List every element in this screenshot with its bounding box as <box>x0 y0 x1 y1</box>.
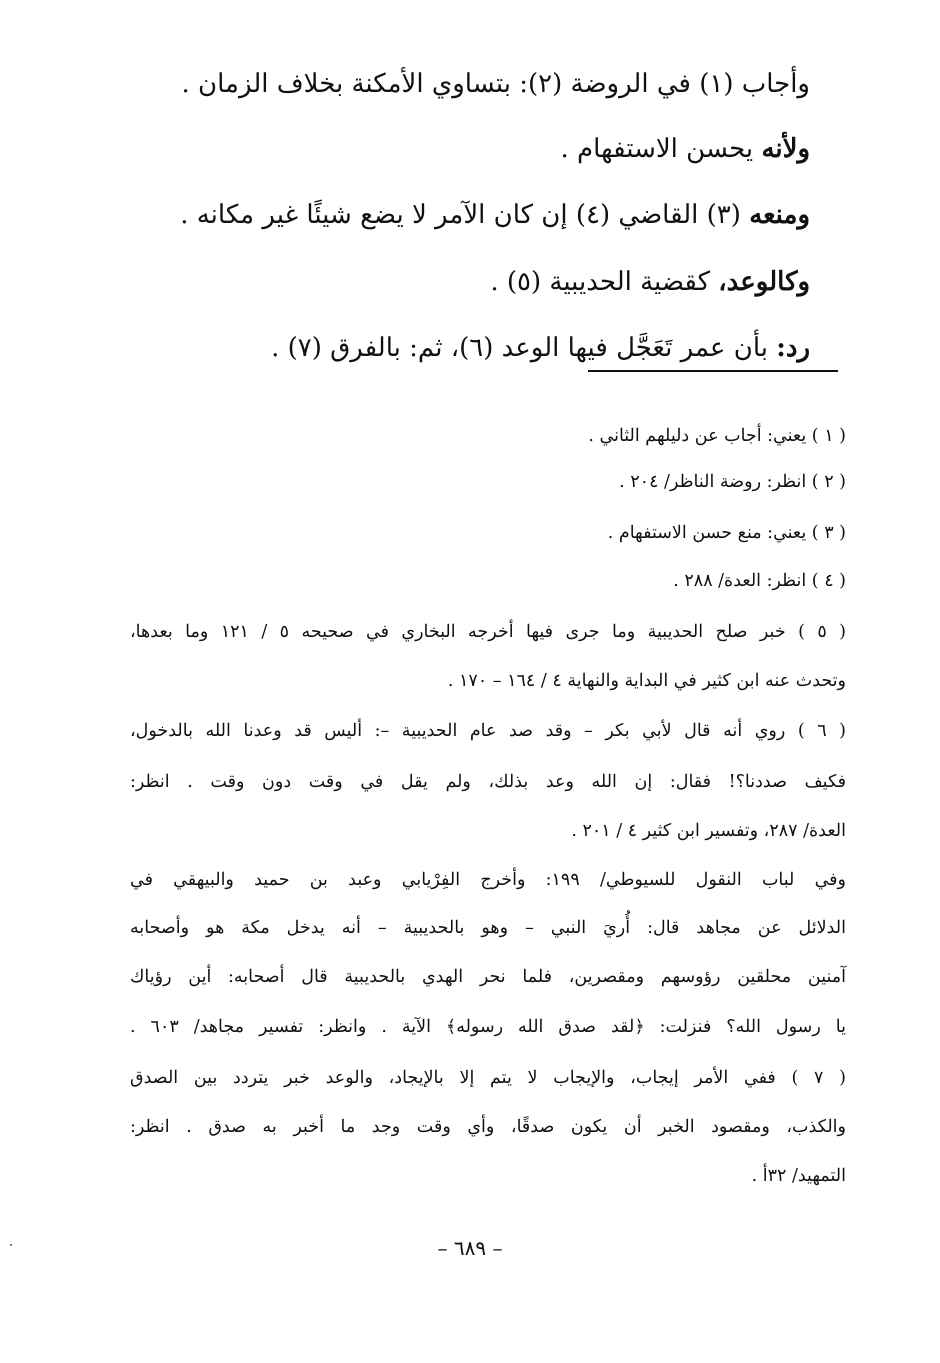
footnote-4: ( ٤ ) انظر: العدة/ ٢٨٨ . <box>673 571 846 591</box>
main-text-line-2 <box>120 131 810 167</box>
footnote-5-line-2: وتحدث عنه ابن كثير في البداية والنهاية ٤ / ١٦٤ – ١٧٠ . <box>447 671 846 691</box>
footnote-divider <box>588 370 838 372</box>
main-text-body: كقضية الحديبية (٥) . <box>490 267 719 297</box>
main-text-lead: رد: <box>776 333 810 363</box>
footnote-3: ( ٣ ) يعني: منع حسن الاستفهام . <box>607 523 846 543</box>
footnote-6-line-6: آمنين محلقين رؤوسهم ومقصرين، فلما نحر الهدي بالحديبية قال أصحابه: أين رؤياك <box>130 967 846 987</box>
footnote-7-line-1: ( ٧ ) ففي الأمر إيجاب، والإيجاب لا يتم إلا بالإيجاد، والوعد خبر يتردد بين الصدق <box>130 1068 846 1088</box>
main-text-lead: ولأنه <box>761 134 810 164</box>
scan-speck <box>10 1244 12 1246</box>
main-text-body: بأن عمر تَعَجَّل فيها الوعد (٦)، ثم: بالفرق (٧) . <box>271 333 777 363</box>
footnote-6-line-4: وفي لباب النقول للسيوطي/ ١٩٩: وأخرج الفِرْيابي وعبد بن حميد والبيهقي في <box>130 870 847 890</box>
footnote-6-line-3: العدة/ ٢٨٧، وتفسير ابن كثير ٤ / ٢٠١ . <box>571 821 846 841</box>
page-number: – ٦٨٩ – <box>437 1236 503 1260</box>
main-text-lead: وكالوعد، <box>718 267 810 297</box>
main-text-line-4 <box>120 264 810 300</box>
main-text-body: وأجاب (١) في الروضة (٢): بتساوي الأمكنة بخلاف الزمان . <box>181 69 810 99</box>
footnote-5-line-1: ( ٥ ) خبر صلح الحديبية وما جرى فيها أخرجه البخاري في صحيحه ٥ / ١٢١ وما بعدها، <box>130 622 846 642</box>
footnote-7-line-3: التمهيد/ ٣٢أ . <box>751 1166 846 1186</box>
footnote-6-line-7: يا رسول الله؟ فنزلت: ﴿لقد صدق الله رسوله﴾ الآية . وانظر: تفسير مجاهد/ ٦٠٣ . <box>130 1017 846 1037</box>
main-text-lead: ومنعه <box>749 200 810 230</box>
footnote-1: ( ١ ) يعني: أجاب عن دليلهم الثاني . <box>588 426 846 446</box>
main-text-body: يحسن الاستفهام . <box>560 134 762 164</box>
footnote-6-line-1: ( ٦ ) روي أنه قال لأبي بكر – وقد صد عام الحديبية –: أليس قد وعدنا الله بالدخول، <box>130 721 847 741</box>
main-text-body: (٣) القاضي (٤) إن كان الآمر لا يضع شيئًا غير مكانه . <box>180 200 750 230</box>
main-text-line-1 <box>120 66 810 102</box>
main-text-line-3 <box>120 197 810 233</box>
footnote-6-line-5: الدلائل عن مجاهد قال: أُريَ النبي – وهو بالحديبية – أنه يدخل مكة هو وأصحابه <box>130 918 846 938</box>
footnote-6-line-2: فكيف صددنا؟! فقال: إن الله وعد بذلك، ولم يقل في وقت دون وقت . انظر: <box>130 772 846 792</box>
footnote-7-line-2: والكذب، ومقصود الخبر أن يكون صدقًا، وأي وقت وجد ما أخبر به صدق . انظر: <box>130 1117 846 1137</box>
footnote-2: ( ٢ ) انظر: روضة الناظر/ ٢٠٤ . <box>619 472 846 492</box>
main-text-line-5 <box>120 330 810 366</box>
